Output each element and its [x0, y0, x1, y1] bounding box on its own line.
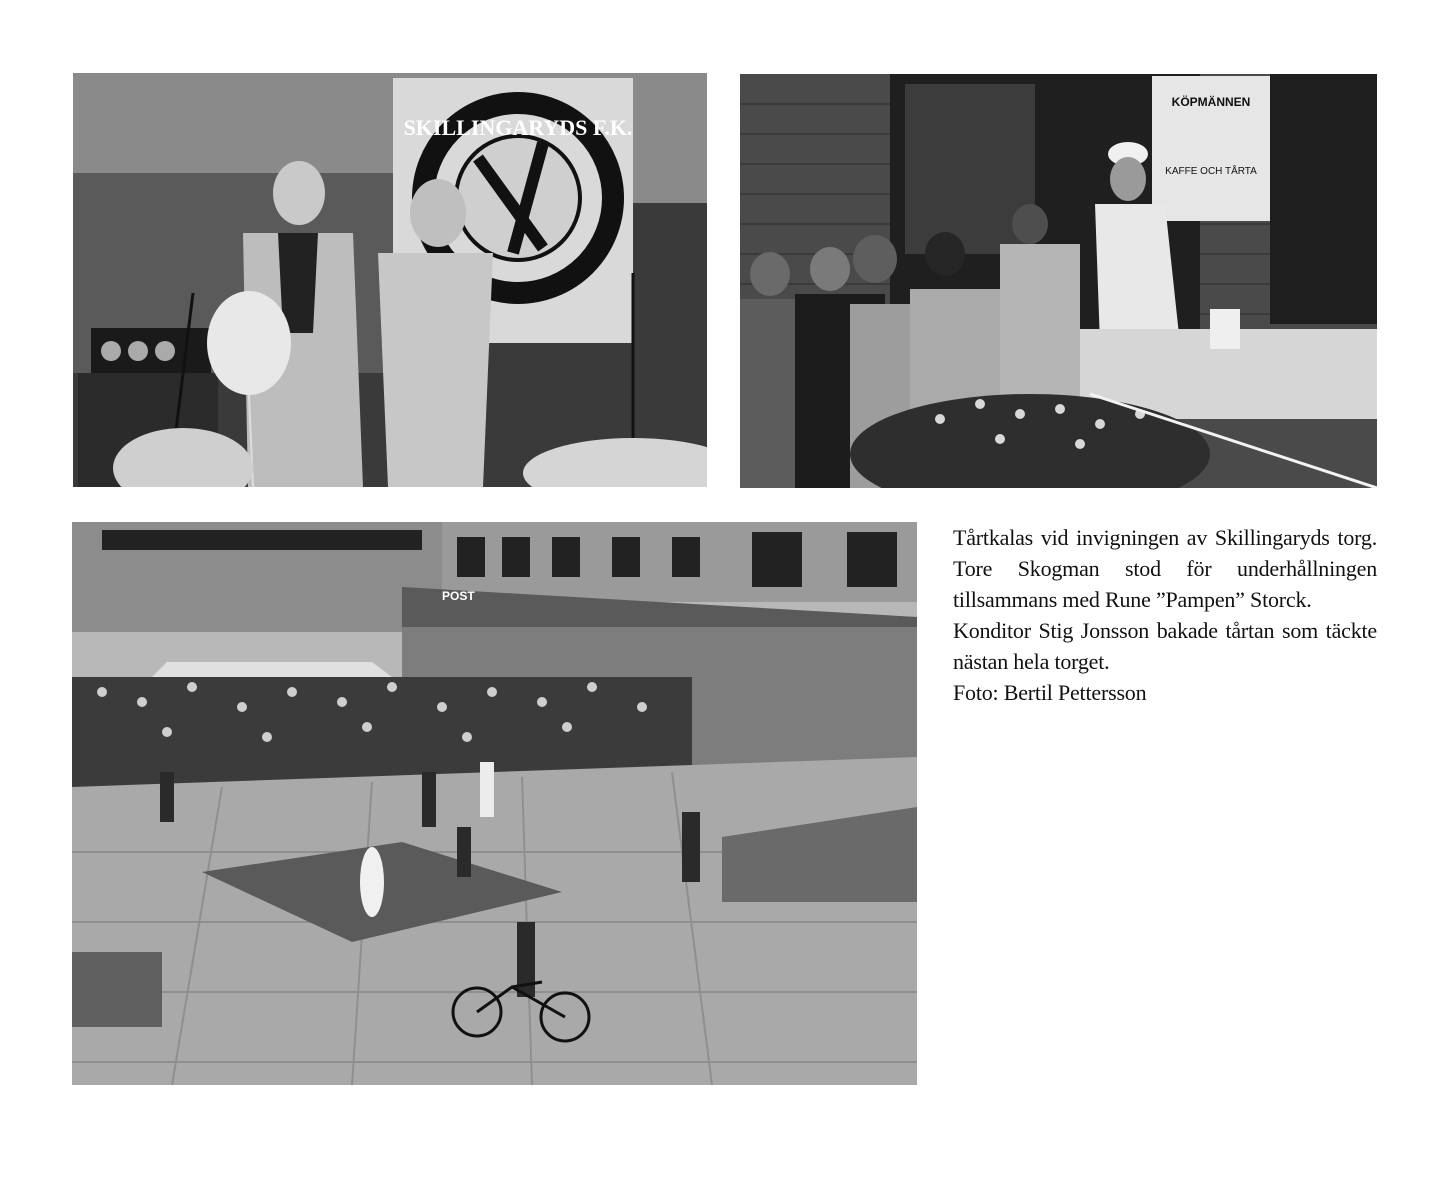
photo-bakery-graphic: [740, 74, 1377, 488]
photo-square-graphic: [72, 522, 917, 1085]
photo-stage-graphic: [73, 73, 707, 487]
square-store-sign: POST: [442, 589, 475, 603]
photo-town-square: [72, 522, 917, 1085]
photo-credit: Foto: Bertil Pettersson: [953, 680, 1147, 705]
caption-paragraph-2: Konditor Stig Jonsson bakade tårtan som täckte nästan hela torget.: [953, 618, 1377, 674]
bakery-sign-line-1: KÖPMÄNNEN: [1171, 95, 1251, 109]
caption-paragraph-1: Tårtkalas vid invigningen av Skillingaryds torg. Tore Skogman stod för underhållningen tillsammans med Rune ”Pampen” Storck.: [953, 525, 1377, 612]
stage-sign-text: SKILLINGARYDS F.K.: [403, 115, 633, 140]
photo-caption: [953, 522, 1377, 708]
photo-stage-entertainers: [73, 73, 707, 487]
bakery-sign-line-2: KAFFE OCH TÅRTA: [1165, 166, 1257, 177]
photo-baker-window: [740, 74, 1377, 488]
